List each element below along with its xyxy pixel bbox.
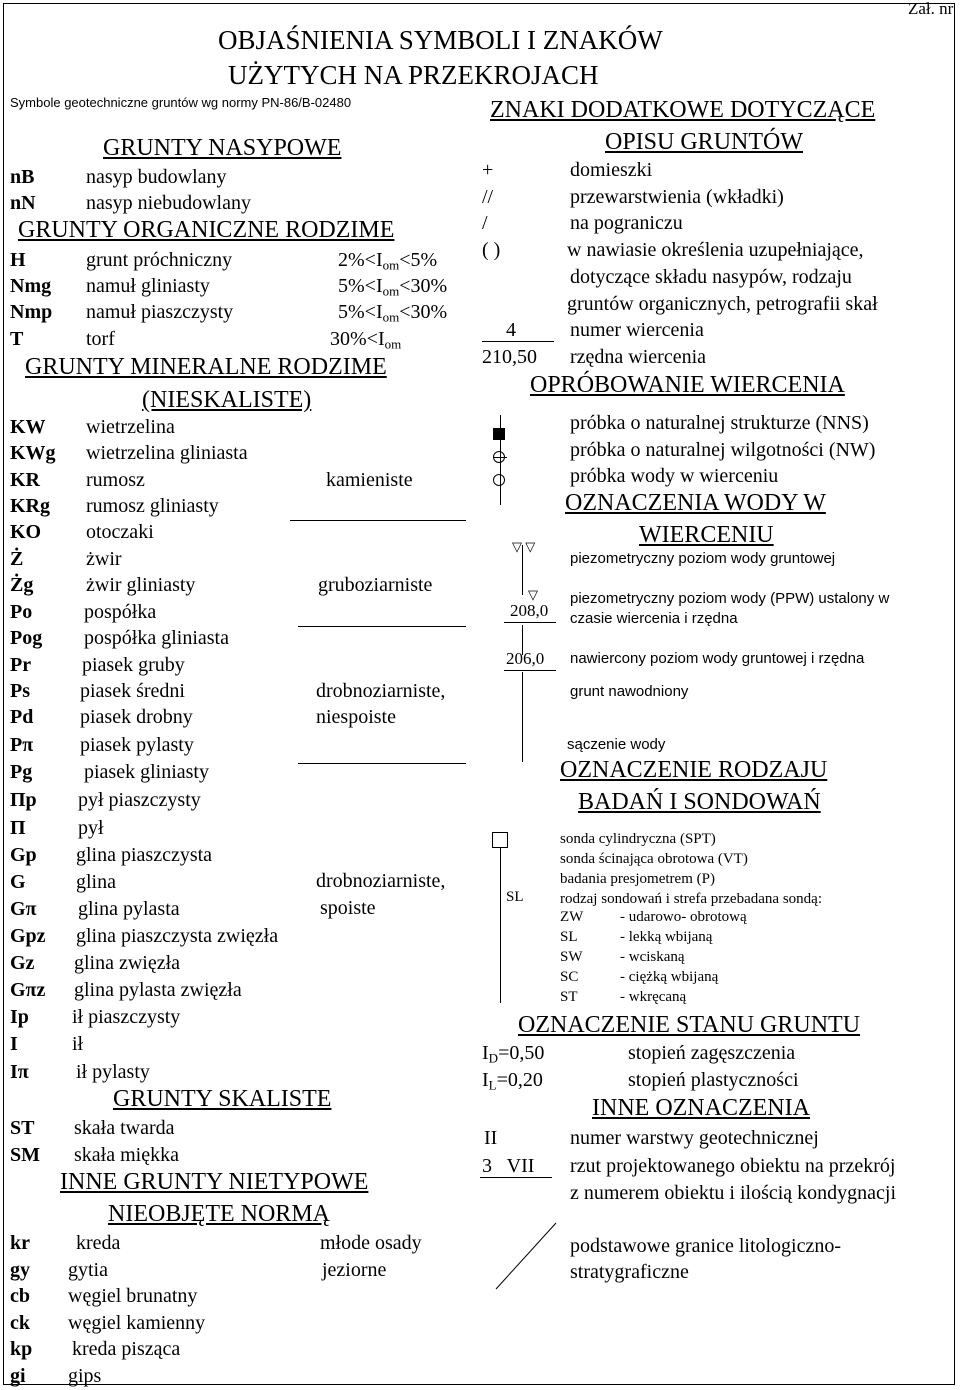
sign-symbol: + (482, 159, 494, 181)
soil-name: kreda (76, 1232, 121, 1254)
probe-code: SC (560, 969, 579, 985)
group-drob-niesp-1: drobnoziarniste, (316, 680, 446, 702)
mlode-osady-2: jeziorne (322, 1259, 387, 1281)
state-text: stopień plastyczności (628, 1069, 799, 1091)
rzut-line (480, 1177, 552, 1178)
soil-code: kr (10, 1232, 30, 1254)
soil-name: rumosz (86, 469, 145, 491)
soil-code: kp (10, 1338, 33, 1360)
sign-text: w nawiasie określenia uzupełniające, (567, 239, 864, 261)
soil-name: węgiel brunatny (68, 1285, 198, 1307)
heading-nietypowe-1: INNE GRUNTY NIETYPOWE (60, 1169, 369, 1195)
group-drob-sp-2: spoiste (320, 897, 376, 919)
probe-text: - lekką wbijaną (620, 929, 713, 945)
sign-text: na pograniczu (570, 212, 683, 234)
heading-znaki-1: ZNAKI DODATKOWE DOTYCZĄCE (490, 97, 876, 123)
soil-name: pył piaszczysty (78, 789, 201, 811)
probe-code: SW (560, 949, 583, 965)
group-kamieniste: kamieniste (326, 469, 413, 491)
wiercenie-number-text: numer wiercenia (570, 319, 704, 341)
soil-code: Po (10, 601, 33, 623)
wiercenie-number-symbol: 4 (506, 319, 516, 341)
organic-content-range: $30\%<I_{om}$ (330, 328, 402, 352)
badania-spt: sonda cylindryczna (SPT) (560, 831, 716, 847)
soil-name: piasek gliniasty (84, 761, 209, 783)
probe-text: - ciężką wbijaną (620, 969, 719, 985)
mlode-osady-1: młode osady (320, 1232, 422, 1254)
soil-code: Pπ (10, 734, 34, 756)
soil-name: węgiel kamienny (68, 1312, 206, 1334)
organic-content-range: $5\%<I_{om}<30\%$ (338, 301, 448, 325)
heading-nasypowe: GRUNTY NASYPOWE (103, 135, 342, 161)
wiercenie-elev-symbol: 210,50 (482, 346, 537, 368)
soil-code: Πp (10, 789, 37, 811)
probe-text: - udarowo- obrotową (620, 909, 747, 925)
soil-name: żwir gliniasty (86, 574, 196, 596)
soil-name: ił piaszczysty (72, 1006, 181, 1028)
nawiercony-line (504, 670, 556, 671)
soil-name: glina pylasta zwięzła (74, 979, 242, 1001)
soil-code: Pg (10, 761, 33, 783)
nw-sample-icon-bar (493, 457, 507, 458)
group-drob-niesp-2: niespoiste (316, 706, 396, 728)
sign-text: domieszki (570, 159, 653, 181)
group-divider (298, 763, 466, 764)
ppw-level-icon: ▽ (528, 587, 538, 602)
soil-code: Nmp (10, 301, 53, 323)
sign-symbol: // (482, 186, 494, 208)
heading-woda-2: WIERCENIU (639, 522, 774, 548)
probe-code: ZW (560, 909, 584, 925)
badania-symbol: SL (506, 889, 524, 905)
soil-name: glina pylasta (78, 898, 180, 920)
title-line-2: UŻYTYCH NA PRZEKROJACH (228, 60, 599, 90)
norm-note: Symbole geotechniczne gruntów wg normy PN-86/B-02480 (10, 95, 352, 110)
heading-skaliste: GRUNTY SKALISTE (113, 1086, 332, 1112)
soil-code: G (10, 871, 26, 893)
soil-code: ck (10, 1312, 30, 1334)
soil-code: KWg (10, 442, 56, 464)
heading-znaki-2: OPISU GRUNTÓW (605, 129, 803, 155)
heading-badania-2: BADAŃ I SONDOWAŃ (578, 789, 821, 815)
organic-content-range: $2\%<I_{om}<5\%$ (338, 249, 438, 273)
soil-code: Iπ (10, 1061, 29, 1083)
soil-code: Gπz (10, 979, 46, 1001)
water-sample-icon (493, 474, 505, 486)
granice-text-1: podstawowe granice litologiczno- (570, 1235, 842, 1257)
soil-code: Gz (10, 952, 35, 974)
soil-name: nasyp niebudowlany (86, 192, 251, 214)
heading-organiczne: GRUNTY ORGANICZNE RODZIME (18, 217, 395, 243)
sign-symbol: ( ) (482, 239, 501, 261)
woda-nawiercony: nawiercony poziom wody gruntowej i rzędna (570, 650, 865, 667)
probe-code: SL (560, 929, 578, 945)
warstwa-text: numer warstwy geotechnicznej (570, 1127, 819, 1149)
state-text: stopień zagęszczenia (628, 1042, 796, 1064)
soil-name: skała twarda (74, 1117, 175, 1139)
soil-name: grunt próchniczny (86, 249, 233, 271)
soil-name: pospółka (84, 601, 157, 623)
water-axis-3 (522, 672, 523, 762)
test-axis (500, 848, 501, 1003)
woda-ppw-2: czasie wiercenia i rzędna (570, 610, 738, 627)
soil-code: Gp (10, 844, 37, 866)
ppw-line (504, 622, 556, 623)
soil-name: pospółka gliniasta (84, 627, 229, 649)
soil-name: piasek średni (80, 680, 185, 702)
state-symbol: $I_L=0,20$ (482, 1069, 543, 1093)
soil-code: H (10, 249, 26, 271)
heading-inne: INNE OZNACZENIA (592, 1095, 810, 1121)
soil-code: Nmg (10, 275, 52, 297)
soil-name: rumosz gliniasty (86, 495, 219, 517)
group-divider (298, 626, 466, 627)
badania-sondy: rodzaj sondowań i strefa przebadana sondą: (560, 891, 822, 907)
woda-nawodniony: grunt nawodniony (570, 683, 689, 700)
soil-name: glina piaszczysta (76, 844, 213, 866)
soil-code: Π (10, 817, 26, 839)
soil-code: gy (10, 1259, 30, 1281)
soil-code: gi (10, 1365, 26, 1387)
soil-name: skała miękka (74, 1144, 179, 1166)
group-drob-sp-1: drobnoziarniste, (316, 870, 446, 892)
probe-text: - wciskaną (620, 949, 685, 965)
soil-name: gips (68, 1365, 102, 1387)
probka-nw: próbka o naturalnej wilgotności (NW) (570, 439, 876, 461)
soil-name: gytia (68, 1259, 108, 1281)
soil-name: otoczaki (86, 521, 154, 543)
soil-code: SM (10, 1144, 40, 1166)
soil-code: KRg (10, 495, 50, 517)
group-gruboziarniste: gruboziarniste (318, 574, 433, 596)
state-symbol: $I_D=0,50$ (482, 1042, 545, 1066)
probka-nns: próbka o naturalnej strukturze (NNS) (570, 412, 869, 434)
heading-stan: OZNACZENIE STANU GRUNTU (518, 1012, 861, 1038)
woda-ppw-1: piezometryczny poziom wody (PPW) ustalony w (570, 590, 890, 607)
title-line-1: OBJAŚNIENIA SYMBOLI I ZNAKÓW (218, 25, 663, 55)
soil-code: nB (10, 166, 35, 188)
soil-code: KW (10, 416, 46, 438)
soil-name: glina zwięzła (74, 952, 181, 974)
rzut-text-1: rzut projektowanego obiektu na przekrój (570, 1155, 896, 1177)
soil-name: glina piaszczysta zwięzła (76, 925, 279, 947)
soil-code: nN (10, 192, 36, 214)
soil-name: kreda pisząca (72, 1338, 181, 1360)
group-divider (290, 520, 466, 521)
soil-code: T (10, 328, 24, 350)
rzut-symbol: 3 VII (482, 1155, 535, 1177)
granice-text-2: stratygraficzne (570, 1261, 689, 1283)
heading-badania-1: OZNACZENIE RODZAJU (560, 757, 828, 783)
badania-p: badania presjometrem (P) (560, 871, 715, 887)
soil-name: ił (72, 1033, 84, 1055)
ppw-value: 208,0 (510, 601, 549, 620)
rzut-text-2: z numerem obiektu i ilością kondygnacji (570, 1182, 897, 1204)
woda-saczenie: sączenie wody (567, 736, 666, 753)
soil-code: cb (10, 1285, 30, 1307)
znaki-cont-1: dotyczące składu nasypów, rodzaju (570, 266, 852, 288)
heading-mineralne-1: GRUNTY MINERALNE RODZIME (25, 354, 387, 380)
soil-code: Ip (10, 1006, 29, 1028)
wiercenie-elev-text: rzędna wiercenia (570, 346, 707, 368)
soil-name: torf (86, 328, 115, 350)
soil-name: namuł gliniasty (86, 275, 210, 297)
soil-name: wietrzelina (86, 416, 175, 438)
soil-code: ST (10, 1117, 35, 1139)
heading-woda-1: OZNACZENIA WODY W (565, 490, 826, 516)
soil-code: Pog (10, 627, 43, 649)
soil-name: ił pylasty (76, 1061, 150, 1083)
soil-name: piasek drobny (80, 706, 193, 728)
nawiercony-value: 206,0 (506, 649, 545, 668)
nns-sample-icon (493, 428, 505, 440)
soil-name: namuł piaszczysty (86, 301, 234, 323)
warstwa-symbol: II (484, 1127, 498, 1149)
soil-code: KR (10, 469, 40, 491)
heading-mineralne-2: (NIESKALISTE) (142, 387, 312, 413)
attachment-number: Zał. nr (908, 0, 954, 18)
soil-code: Pd (10, 706, 34, 728)
piezometric-level-icon: ▽ ▽ (512, 539, 536, 554)
woda-piezo: piezometryczny poziom wody gruntowej (570, 550, 836, 567)
soil-name: nasyp budowlany (86, 166, 227, 188)
badania-vt: sonda ścinająca obrotowa (VT) (560, 851, 748, 867)
sign-symbol: / (482, 212, 488, 234)
borehole-number-line (482, 341, 554, 342)
heading-probowanie: OPRÓBOWANIE WIERCENIA (530, 372, 845, 398)
probe-code: ST (560, 989, 578, 1005)
soil-code: Ps (10, 680, 30, 702)
soil-code: Gpz (10, 925, 46, 947)
probka-woda: próbka wody w wierceniu (570, 465, 779, 487)
sign-text: przewarstwienia (wkładki) (570, 186, 784, 208)
soil-name: żwir (86, 548, 122, 570)
heading-nietypowe-2: NIEOBJĘTE NORMĄ (108, 1201, 330, 1227)
soil-code: I (10, 1033, 18, 1055)
soil-code: Żg (10, 574, 34, 596)
organic-content-range: $5\%<I_{om}<30\%$ (338, 275, 448, 299)
probe-text: - wkręcaną (620, 989, 687, 1005)
lithologic-boundary-icon (490, 1215, 570, 1295)
soil-name: piasek pylasty (80, 734, 194, 756)
soil-code: Ż (10, 548, 24, 570)
soil-name: glina (76, 871, 116, 893)
soil-code: Pr (10, 654, 32, 676)
soil-name: wietrzelina gliniasta (86, 442, 248, 464)
spt-icon (492, 832, 508, 848)
soil-code: KO (10, 521, 42, 543)
znaki-cont-2: gruntów organicznych, petrografii skał (567, 293, 878, 315)
soil-name: pył (78, 817, 104, 839)
soil-name: piasek gruby (82, 654, 185, 676)
soil-code: Gπ (10, 898, 37, 920)
